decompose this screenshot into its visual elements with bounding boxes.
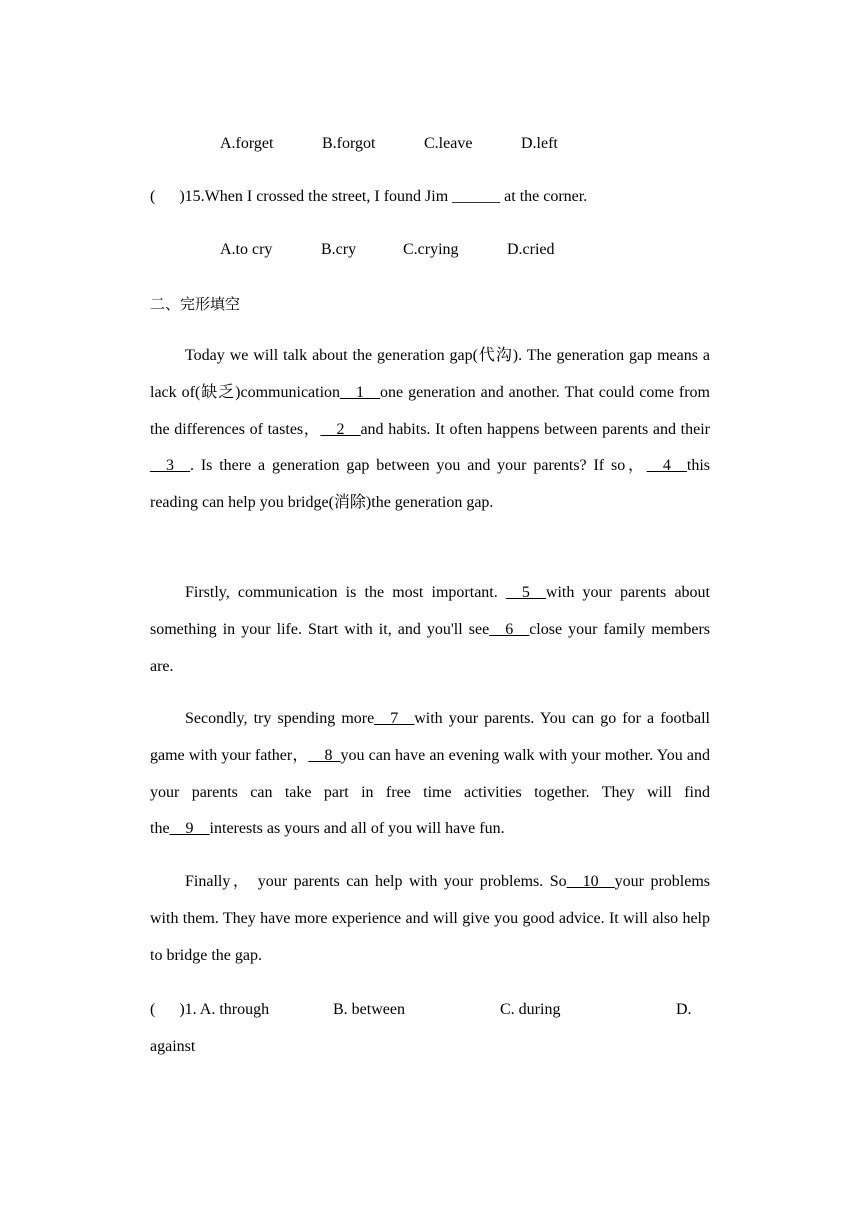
q15-question [150,187,587,207]
p1-text-1: Today we will talk about the generation gap(代沟). The generation gap means a lack of(缺乏)communication [150,347,710,401]
passage-paragraph-4 [150,864,710,974]
blank-5: __5__ [505,584,546,601]
blank-6: __6__ [489,620,530,638]
q15-stem-before: 15.When I crossed the street, I found Jim [184,188,453,205]
p4-text-2: your problems with them. They have more experience and will give you good advice. It will also help to bridge the gap. [150,873,710,964]
blank-10: __10__ [566,873,615,890]
blank-7: __7__ [374,710,415,727]
p2-text-1: Firstly, communication is the most important. [185,584,506,601]
q1-option-a: 1. A. through [184,1001,270,1018]
q15-option-d: D.cried [507,241,555,258]
q15-option-a: A.to cry [220,241,273,258]
q1-question [150,1000,269,1020]
blank-1: __1__ [340,383,381,401]
p1-text-2: one generation and another. That could come from the differences of tastes， [150,383,710,438]
q15-option-c: C.crying [403,241,459,258]
q1-option-b: B. between [333,1001,405,1018]
passage-paragraph-1 [150,338,710,522]
blank-9: __9__ [169,820,210,838]
q15-option-b: B.cry [321,241,357,258]
p3-text-2: with your parents. You can go for a football game with your father， [150,710,710,764]
blank-2: __2__ [320,420,361,438]
p3-text-4: interests as yours and all of you will have fun. [209,820,505,838]
q14-option-a: A.forget [220,135,274,152]
q15-blank: ______ [452,188,501,205]
p1-text-4: . Is there a generation gap between you and your parents? If so， [190,457,647,475]
q1-option-c: C. during [500,1001,561,1018]
q14-options [220,134,558,154]
p3-text-1: Secondly, try spending more [185,710,375,727]
blank-4: __4__ [646,457,687,475]
q15-answer-paren: ( ) [150,188,185,205]
passage-paragraph-2 [150,575,710,685]
p2-text-3: close your family members are. [150,620,710,675]
q15-options [220,240,555,260]
q1-option-d-continued: against [150,1038,196,1055]
blank-3: __3__ [150,457,190,475]
blank-8: __8_ [308,746,341,764]
q14-option-b: B.forgot [322,135,376,152]
q14-option-d: D.left [521,135,558,152]
p1-text-5: this reading can help you bridge(消除)the generation gap. [150,457,710,512]
p1-text-3: and habits. It often happens between parents and their [360,420,710,438]
q14-option-c: C.leave [424,135,473,152]
passage-paragraph-3 [150,701,710,848]
p4-text-1: Finally， your parents can help with your problems. So [185,873,567,890]
q1-answer-paren: ( ) [150,1001,185,1018]
p3-text-3: you can have an evening walk with your mother. You and your parents can take part in free time activities together. They will find the [150,746,710,838]
section-title: 二、完形填空 [150,295,241,313]
q15-stem-after: at the corner. [500,188,588,205]
q1-option-d: D. [676,1001,692,1018]
p2-text-2: with your parents about something in your life. Start with it, and you'll see [150,584,710,638]
